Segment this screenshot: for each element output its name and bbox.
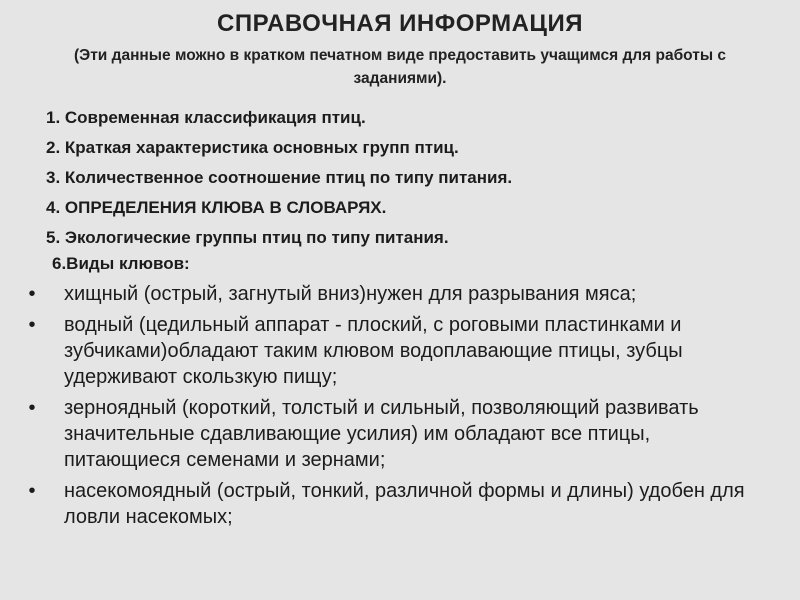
bullet-icon: • — [28, 397, 36, 419]
page-title: СПРАВОЧНАЯ ИНФОРМАЦИЯ — [217, 10, 583, 37]
numbered-item: 2. Краткая характеристика основных групп птиц. — [46, 138, 459, 157]
list-item — [22, 312, 762, 390]
beak-types-list — [22, 281, 762, 535]
list-item-text: насекомоядный (острый, тонкий, различной формы и длины) удобен для ловли насекомых; — [64, 480, 745, 528]
list-item — [22, 395, 762, 473]
beak-types-heading: 6.Виды клювов: — [52, 254, 190, 273]
page-subtitle: (Эти данные можно в кратком печатном виде предоставить учащимся для работы с заданиями). — [74, 47, 726, 87]
list-item-text: водный (цедильный аппарат - плоский, с роговыми пластинками и зубчиками)обладают таким клювом водоплавающие птицы, зубцы удерживают скользкую пищу; — [64, 314, 683, 388]
bullet-icon: • — [28, 283, 36, 305]
list-item-text: хищный (острый, загнутый вниз)нужен для разрывания мяса; — [64, 283, 637, 305]
list-item — [22, 281, 762, 307]
list-item — [22, 478, 762, 530]
numbered-item: 5. Экологические группы птиц по типу питания. — [46, 228, 449, 247]
numbered-item: 3. Количественное соотношение птиц по типу питания. — [46, 168, 513, 187]
numbered-item: 1. Современная классификация птиц. — [46, 108, 366, 127]
list-item-text: зерноядный (короткий, толстый и сильный, позволяющий развивать значительные сдавливающие усилия) им обладают все птицы, питающиеся семенами и зернами; — [64, 397, 699, 471]
bullet-icon: • — [28, 480, 36, 502]
numbered-list — [46, 107, 512, 257]
bullet-icon: • — [28, 314, 36, 336]
numbered-item: 4. ОПРЕДЕЛЕНИЯ КЛЮВА В СЛОВАРЯХ. — [46, 198, 387, 217]
